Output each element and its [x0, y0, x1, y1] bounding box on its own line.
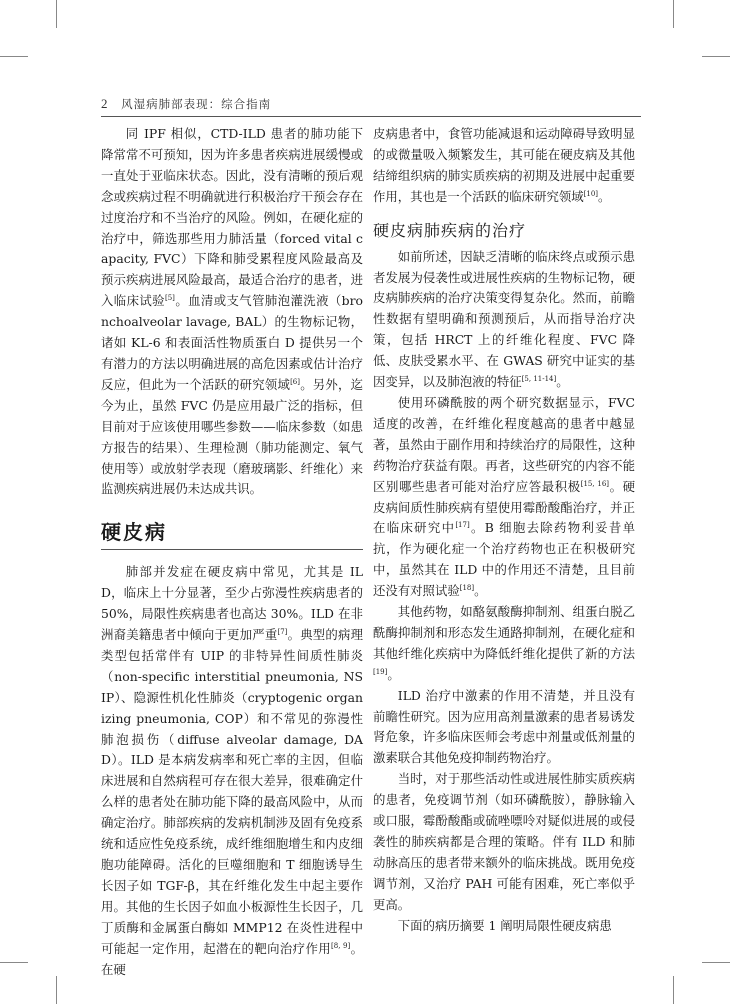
book-title: 风湿病肺部表现：综合指南	[121, 97, 272, 111]
running-head	[101, 96, 641, 112]
crop-mark	[673, 0, 674, 28]
paragraph: 使用环磷酰胺的两个研究数据显示，FVC 适度的改善，在纤维化程度越高的患者中越显著，虽然由于副作用和持续治疗的局限性，这种药物治疗获益有限。再者，这些研究的内容不能区别哪些患者可能对治疗应答最积极[15, 16]。硬皮病间质性肺疾病有望使用霉酚酸酯治疗，并正在临床研究中[17]。B 细胞去除药物利妥昔单抗，作为硬化症一个治疗药物也正在积极研究中，虽然其在 ILD 中的作用还不清楚，且目前还没有对照试验[18]。	[373, 394, 636, 599]
crop-mark	[0, 56, 28, 57]
paragraph: ILD 治疗中激素的作用不清楚，并且没有前瞻性研究。因为应用高剂量激素的患者易诱发肾危象，许多临床医师会考虑中剂量或低剂量的激素联合其他免疫抑制药物治疗。	[373, 687, 635, 766]
paragraph: 下面的病历摘要 1 阐明局限性硬皮病患	[397, 917, 612, 933]
left-column	[101, 124, 363, 980]
right-column	[373, 124, 635, 937]
subsection-heading: 硬皮病肺疾病的治疗	[373, 220, 527, 240]
crop-mark	[673, 976, 674, 1004]
page-number: 2	[101, 96, 109, 111]
paragraph: 皮病患者中，食管功能减退和运动障碍导致明显的或微量吸入频繁发生，其可能在硬皮病及其他结缔组织病的肺实质疾病的初期及进展中起重要作用，其也是一个活跃的临床研究领域[10]。	[373, 126, 635, 204]
crop-mark	[56, 0, 57, 28]
crop-mark	[702, 56, 730, 57]
paragraph: 同 IPF 相似，CTD-ILD 患者的肺功能下降常常不可预知，因为许多患者疾病进展缓慢或一直处于亚临床状态。因此，没有清晰的预后观念或疾病过程不明确就进行积极治疗干预会存在过度治疗和不当治疗的风险。例如，在硬化症的治疗中，筛选那些用力肺活量（forced vital capacity, FVC）下降和肺受累程度风险最高及预示疾病进展风险最高，最适合治疗的患者，进入临床试验[5]。血清或支气管肺泡灌洗液（bronchoalveolar lavage, BAL）的生物标记物，诸如 KL-6 和表面活性物质蛋白 D 提供另一个有潜力的方法以明确进展的高危因素或估计治疗反应，但此为一个活跃的研究领域[6]。另外，迄今为止，虽然 FVC 仍是应用最广泛的指标，但目前对于应该使用哪些参数——临床参数（如患方报告的结果）、生理检测（肺功能测定、氧气使用等）或放射学表现（磨玻璃影、纤维化）来监测疾病进展仍未达成共识。	[101, 126, 364, 497]
crop-mark	[56, 976, 57, 1004]
paragraph: 当时，对于那些活动性或进展性肺实质疾病的患者，免疫调节剂（如环磷酰胺），静脉输入或口服，霉酚酸酯或硫唑嘌呤对疑似进展的或侵袭性的肺疾病都是合理的策略。伴有 ILD 和肺动脉高压的患者带来额外的临床挑战。既用免疫调节剂，又治疗 PAH 可能有困难，死亡率似乎更高。	[373, 771, 635, 912]
paragraph: 肺部并发症在硬皮病中常见，尤其是 ILD，临床上十分显著，至少占弥漫性疾病患者的 50%，局限性疾病患者也高达 30%。ILD 在非洲裔美籍患者中倾向于更加严重[7]。典型的病理类型包括常伴有 UIP 的非特异性间质性肺炎（non-specific interstitial pneumonia, NSIP）、隐源性机化性肺炎（cryptogenic organizing pneumonia, COP）和不常见的弥漫性肺泡损伤（diffuse alveolar damage, DAD）。ILD 是本病发病率和死亡率的主因，但临床进展和自然病程可存在很大差异，很难确定什么样的患者处在肺功能下降的最高风险中，从而确定治疗。肺部疾病的发病机制涉及固有免疫系统和适应性免疫系统，成纤维细胞增生和内皮细胞功能障碍。活化的巨噬细胞和 T 细胞诱导生长因子如 TGF-β，其在纤维化发生中起主要作用。其他的生长因子如血小板源性生长因子，几丁质酶和金属蛋白酶如 MMP12 在炎性进程中可能起一定作用，起潜在的靶向治疗作用[8, 9]。在硬	[101, 564, 364, 977]
section-heading: 硬皮病	[101, 516, 363, 550]
crop-mark	[0, 962, 28, 963]
header-rule	[101, 116, 641, 117]
crop-mark	[702, 962, 730, 963]
paragraph: 其他药物，如酪氨酸酶抑制剂、组蛋白脱乙酰酶抑制剂和形态发生通路抑制剂，在硬化症和其他纤维化疾病中为降低纤维化提供了新的方法[19]。	[373, 604, 635, 682]
paragraph: 如前所述，因缺乏清晰的临床终点或预示患者发展为侵袭性或进展性疾病的生物标记物，硬皮病肺疾病的治疗决策变得复杂化。然而，前瞻性数据有望明确和预测预后，从而指导治疗决策，包括 HRCT 上的纤维化程度、FVC 降低、皮肤受累水平、在 GWAS 研究中证实的基因变异，以及肺泡液的特征[5, 11-14]。	[373, 248, 635, 390]
